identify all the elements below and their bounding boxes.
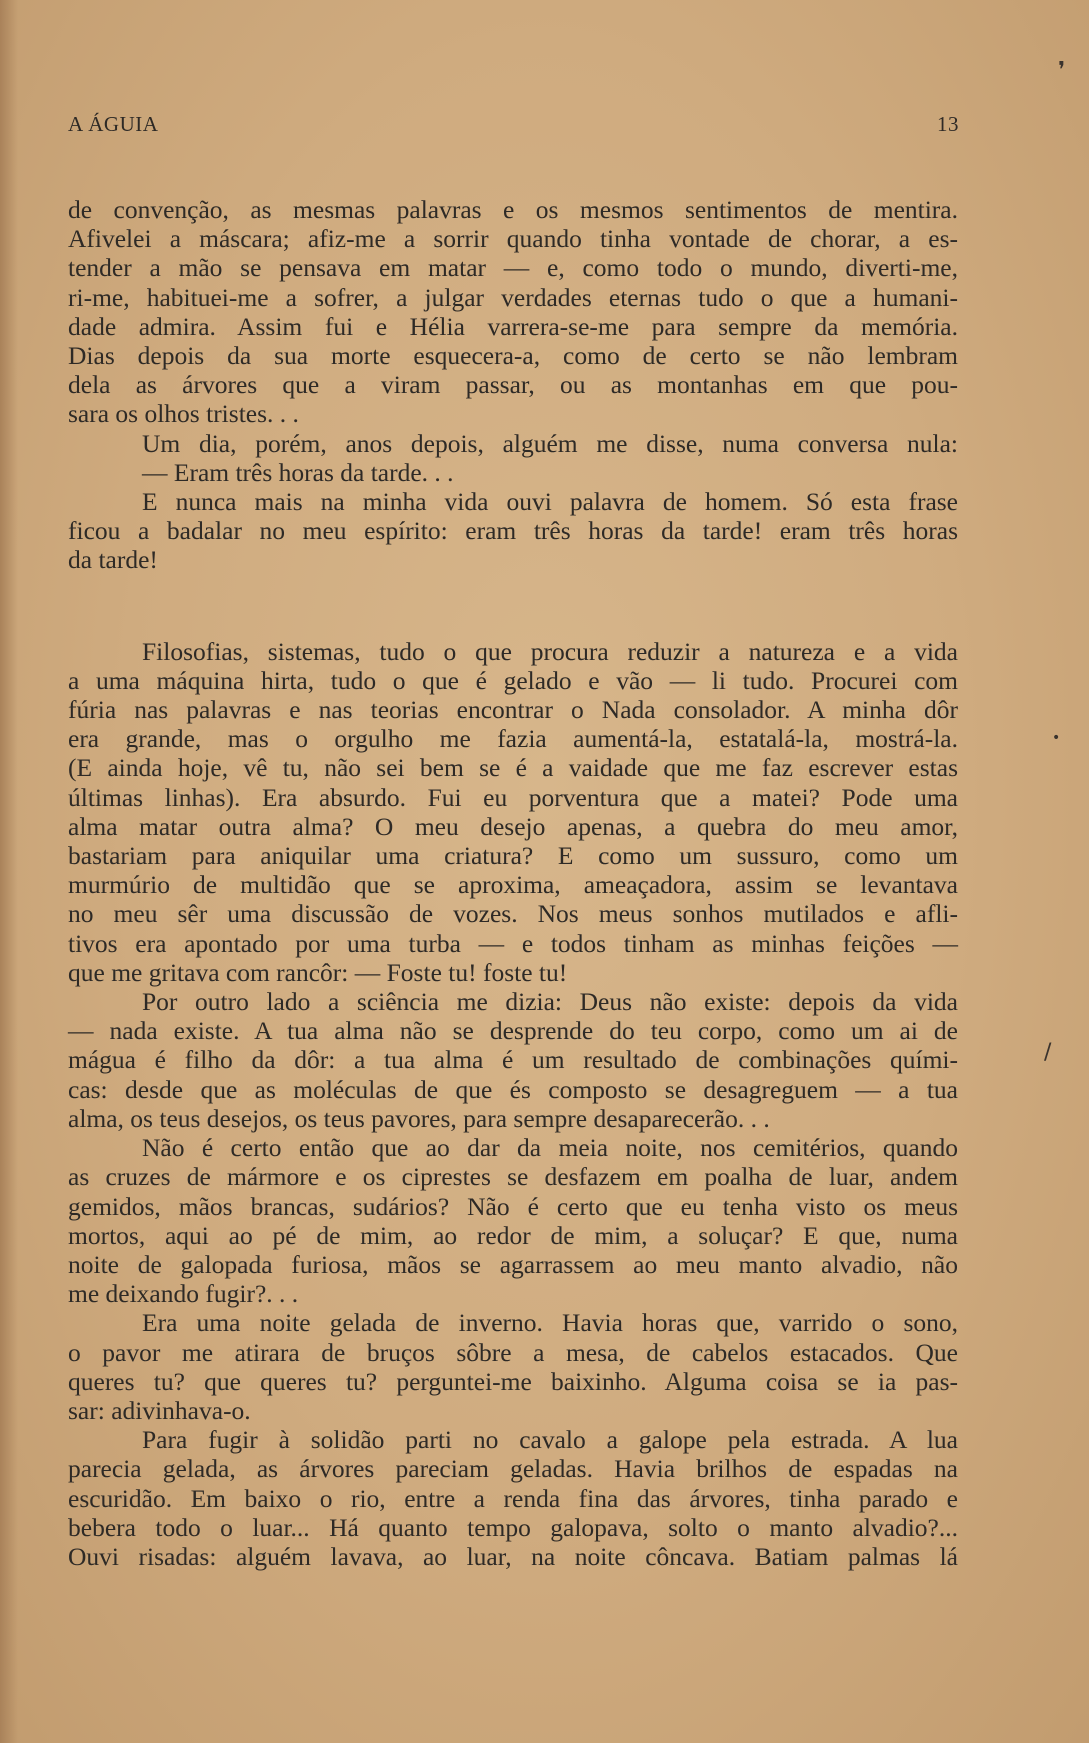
text-line: que me gritava com rancôr: — Foste tu! foste tu! xyxy=(68,957,568,987)
text-line: mortos, aqui ao pé de mim, ao redor de mim, a soluçar? E que, numa xyxy=(68,1220,958,1250)
text-line: gemidos, mãos brancas, sudários? Não é certo que eu tenha visto os meus xyxy=(68,1191,958,1221)
text-line: murmúrio de multidão que se aproxima, ameaçadora, assim se levantava xyxy=(68,870,958,900)
text-line: (E ainda hoje, vê tu, não sei bem se é a vaidade que me faz escrever estas xyxy=(68,753,958,783)
text-line: alma matar outra alma? O meu desejo apenas, a quebra do meu amor, xyxy=(68,811,958,841)
text-line: o pavor me atirara de bruços sôbre a mesa, de cabelos estacados. Que xyxy=(68,1337,958,1367)
paragraph xyxy=(68,487,958,575)
text-line: sar: adivinhava-o. xyxy=(68,1395,251,1425)
text-line: fúria nas palavras e nas teorias encontrar o Nada consolador. A minha dôr xyxy=(68,695,958,725)
text-line: cas: desde que as moléculas de que és composto se desagreguem — a tua xyxy=(68,1074,958,1104)
text-line: Por outro lado a sciência me dizia: Deus não existe: depois da vida xyxy=(142,987,958,1017)
text-line: dela as árvores que a viram passar, ou as montanhas em que pou- xyxy=(68,370,958,400)
section-break xyxy=(68,575,958,637)
body-text xyxy=(68,195,958,1571)
paragraph xyxy=(68,195,958,429)
running-head: A ÁGUIA xyxy=(68,112,159,136)
paragraph xyxy=(68,429,958,487)
text-line: alma, os teus desejos, os teus pavores, para sempre desaparecerão. . . xyxy=(68,1103,770,1133)
paragraph xyxy=(68,987,958,1133)
text-line: Um dia, porém, anos depois, alguém me disse, numa conversa nula: xyxy=(142,428,958,458)
text-line: noite de galopada furiosa, mãos se agarrassem ao meu manto alvadio, não xyxy=(68,1249,958,1279)
text-line: queres tu? que queres tu? perguntei-me baixinho. Alguma coisa se ia pas- xyxy=(68,1366,958,1396)
text-line: bebera todo o luar... Há quanto tempo galopava, solto o manto alvadio?... xyxy=(68,1512,958,1542)
paragraph xyxy=(68,1425,958,1571)
text-line: tender a mão se pensava em matar — e, como todo o mundo, diverti-me, xyxy=(68,253,958,283)
text-line: da tarde! xyxy=(68,545,158,575)
text-line: E nunca mais na minha vida ouvi palavra de homem. Só esta frase xyxy=(142,487,958,517)
text-line: Ouvi risadas: alguém lavava, ao luar, na noite côncava. Batiam palmas lá xyxy=(68,1541,958,1571)
ink-stroke-icon: / xyxy=(1044,1040,1052,1065)
text-line: as cruzes de mármore e os ciprestes se desfazem em poalha de luar, andem xyxy=(68,1162,958,1192)
text-line: ri-me, habituei-me a sofrer, a julgar verdades eternas tudo o que a humani- xyxy=(68,282,958,312)
page-header xyxy=(68,112,959,142)
text-line: me deixando fugir?. . . xyxy=(68,1279,299,1309)
text-line: era grande, mas o orgulho me fazia aumentá-la, estatalá-la, mostrá-la. xyxy=(68,724,958,754)
text-line: no meu sêr uma discussão de vozes. Nos meus sonhos mutilados e afli- xyxy=(68,899,958,929)
text-line: — Eram três horas da tarde. . . xyxy=(142,457,454,487)
text-line: últimas linhas). Era absurdo. Fui eu porventura que a matei? Pode uma xyxy=(68,782,958,812)
text-line: Era uma noite gelada de inverno. Havia horas que, varrido o sono, xyxy=(142,1308,958,1338)
text-line: Filosofias, sistemas, tudo o que procura reduzir a natureza e a vida xyxy=(142,636,958,666)
page-number: 13 xyxy=(937,112,959,136)
text-line: bastariam para aniquilar uma criatura? E como um sussuro, como um xyxy=(68,841,958,871)
text-line: ficou a badalar no meu espírito: eram três horas da tarde! eram três horas xyxy=(68,516,958,546)
text-line: parecia gelada, as árvores pareciam geladas. Havia brilhos de espadas na xyxy=(68,1454,958,1484)
text-line: escuridão. Em baixo o rio, entre a renda fina das árvores, tinha parado e xyxy=(68,1483,958,1513)
text-line: Para fugir à solidão parti no cavalo a galope pela estrada. A lua xyxy=(142,1425,958,1455)
text-line: mágua é filho da dôr: a tua alma é um resultado de combinações quími- xyxy=(68,1045,958,1075)
paragraph xyxy=(68,637,958,987)
text-line: de convenção, as mesmas palavras e os mesmos sentimentos de mentira. xyxy=(68,195,958,224)
text-line: — nada existe. A tua alma não se desprende do teu corpo, como um ai de xyxy=(68,1016,958,1046)
text-line: dade admira. Assim fui e Hélia varrera-se-me para sempre da memória. xyxy=(68,311,958,341)
ink-speck-icon: • xyxy=(1052,730,1061,746)
paragraph xyxy=(68,1133,958,1308)
text-line: Afivelei a máscara; afiz-me a sorrir quando tinha vontade de chorar, a es- xyxy=(68,224,958,254)
text-line: tivos era apontado por uma turba — e todos tinham as minhas feições — xyxy=(68,928,958,958)
ink-mark-icon: ❜ xyxy=(1058,58,1066,83)
text-line: Não é certo então que ao dar da meia noite, nos cemitérios, quando xyxy=(142,1133,958,1163)
paragraph xyxy=(68,1308,958,1425)
text-line: a uma máquina hirta, tudo o que é gelado e vão — li tudo. Procurei com xyxy=(68,665,958,695)
text-line: Dias depois da sua morte esquecera-a, como de certo se não lembram xyxy=(68,341,958,371)
text-line: sara os olhos tristes. . . xyxy=(68,399,299,429)
